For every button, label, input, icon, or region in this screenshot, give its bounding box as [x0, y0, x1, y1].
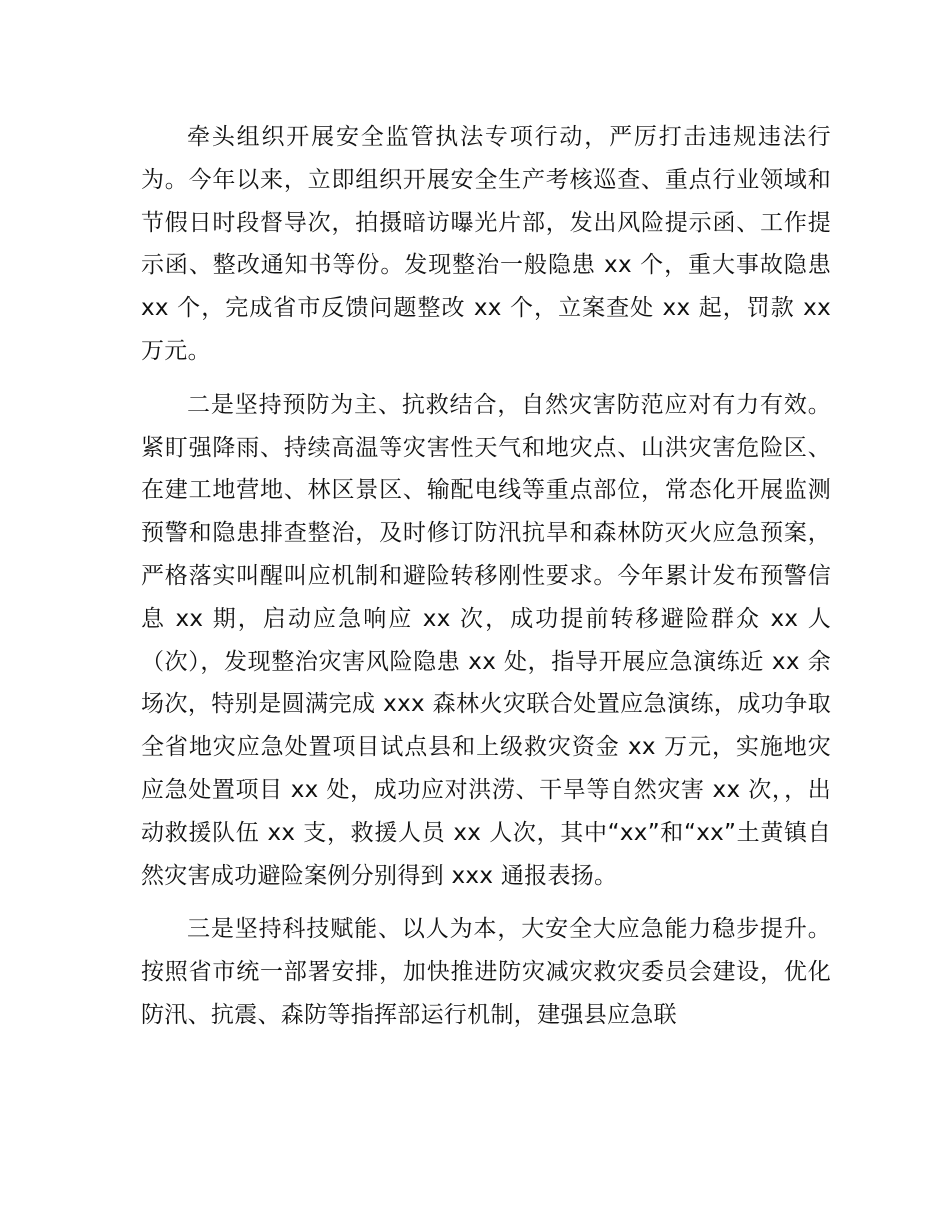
paragraph-disaster-prevention: 二是坚持预防为主、抗救结合，自然灾害防范应对有力有效。紧盯强降雨、持续高温等灾害性天气和地灾点、山洪灾害危险区、在建工地营地、林区景区、输配电线等重点部位，常态化开展监测预警和隐患排查整治，及时修订防汛抗旱和森林防灭火应急预案，严格落实叫醒叫应机制和避险转移刚性要求。今年累计发布预警信息 xx 期，启动应急响应 xx 次，成功提前转移避险群众 xx 人（次），发现整治灾害风险隐患 xx 处，指导开展应急演练近 xx 余场次，特别是圆满完成 xxx 森林火灾联合处置应急演练，成功争取全省地灾应急处置项目试点县和上级救灾资金 xx 万元，实施地灾应急处置项目 xx 处，成功应对洪涝、干旱等自然灾害 xx 次，，出动救援队伍 xx 支，救援人员 xx 人次，其中“xx”和“xx”土黄镇自然灾害成功避险案例分别得到 xxx 通报表扬。 — [141, 391, 831, 889]
document-body — [141, 116, 831, 1048]
paragraph-technology-empowerment: 三是坚持科技赋能、以人为本，大安全大应急能力稳步提升。按照省市统一部署安排，加快推进防灾减灾救灾委员会建设，优化防汛、抗震、森防等指挥部运行机制，建强县应急联 — [141, 916, 831, 1028]
paragraph-enforcement-action: 牵头组织开展安全监管执法专项行动，严厉打击违规违法行为。今年以来，立即组织开展安全生产考核巡查、重点行业领域和节假日时段督导次，拍摄暗访曝光片部，发出风险提示函、工作提示函、整改通知书等份。发现整治一般隐患 xx 个，重大事故隐患 xx 个，完成省市反馈问题整改 xx 个，立案查处 xx 起，罚款 xx 万元。 — [141, 124, 831, 364]
